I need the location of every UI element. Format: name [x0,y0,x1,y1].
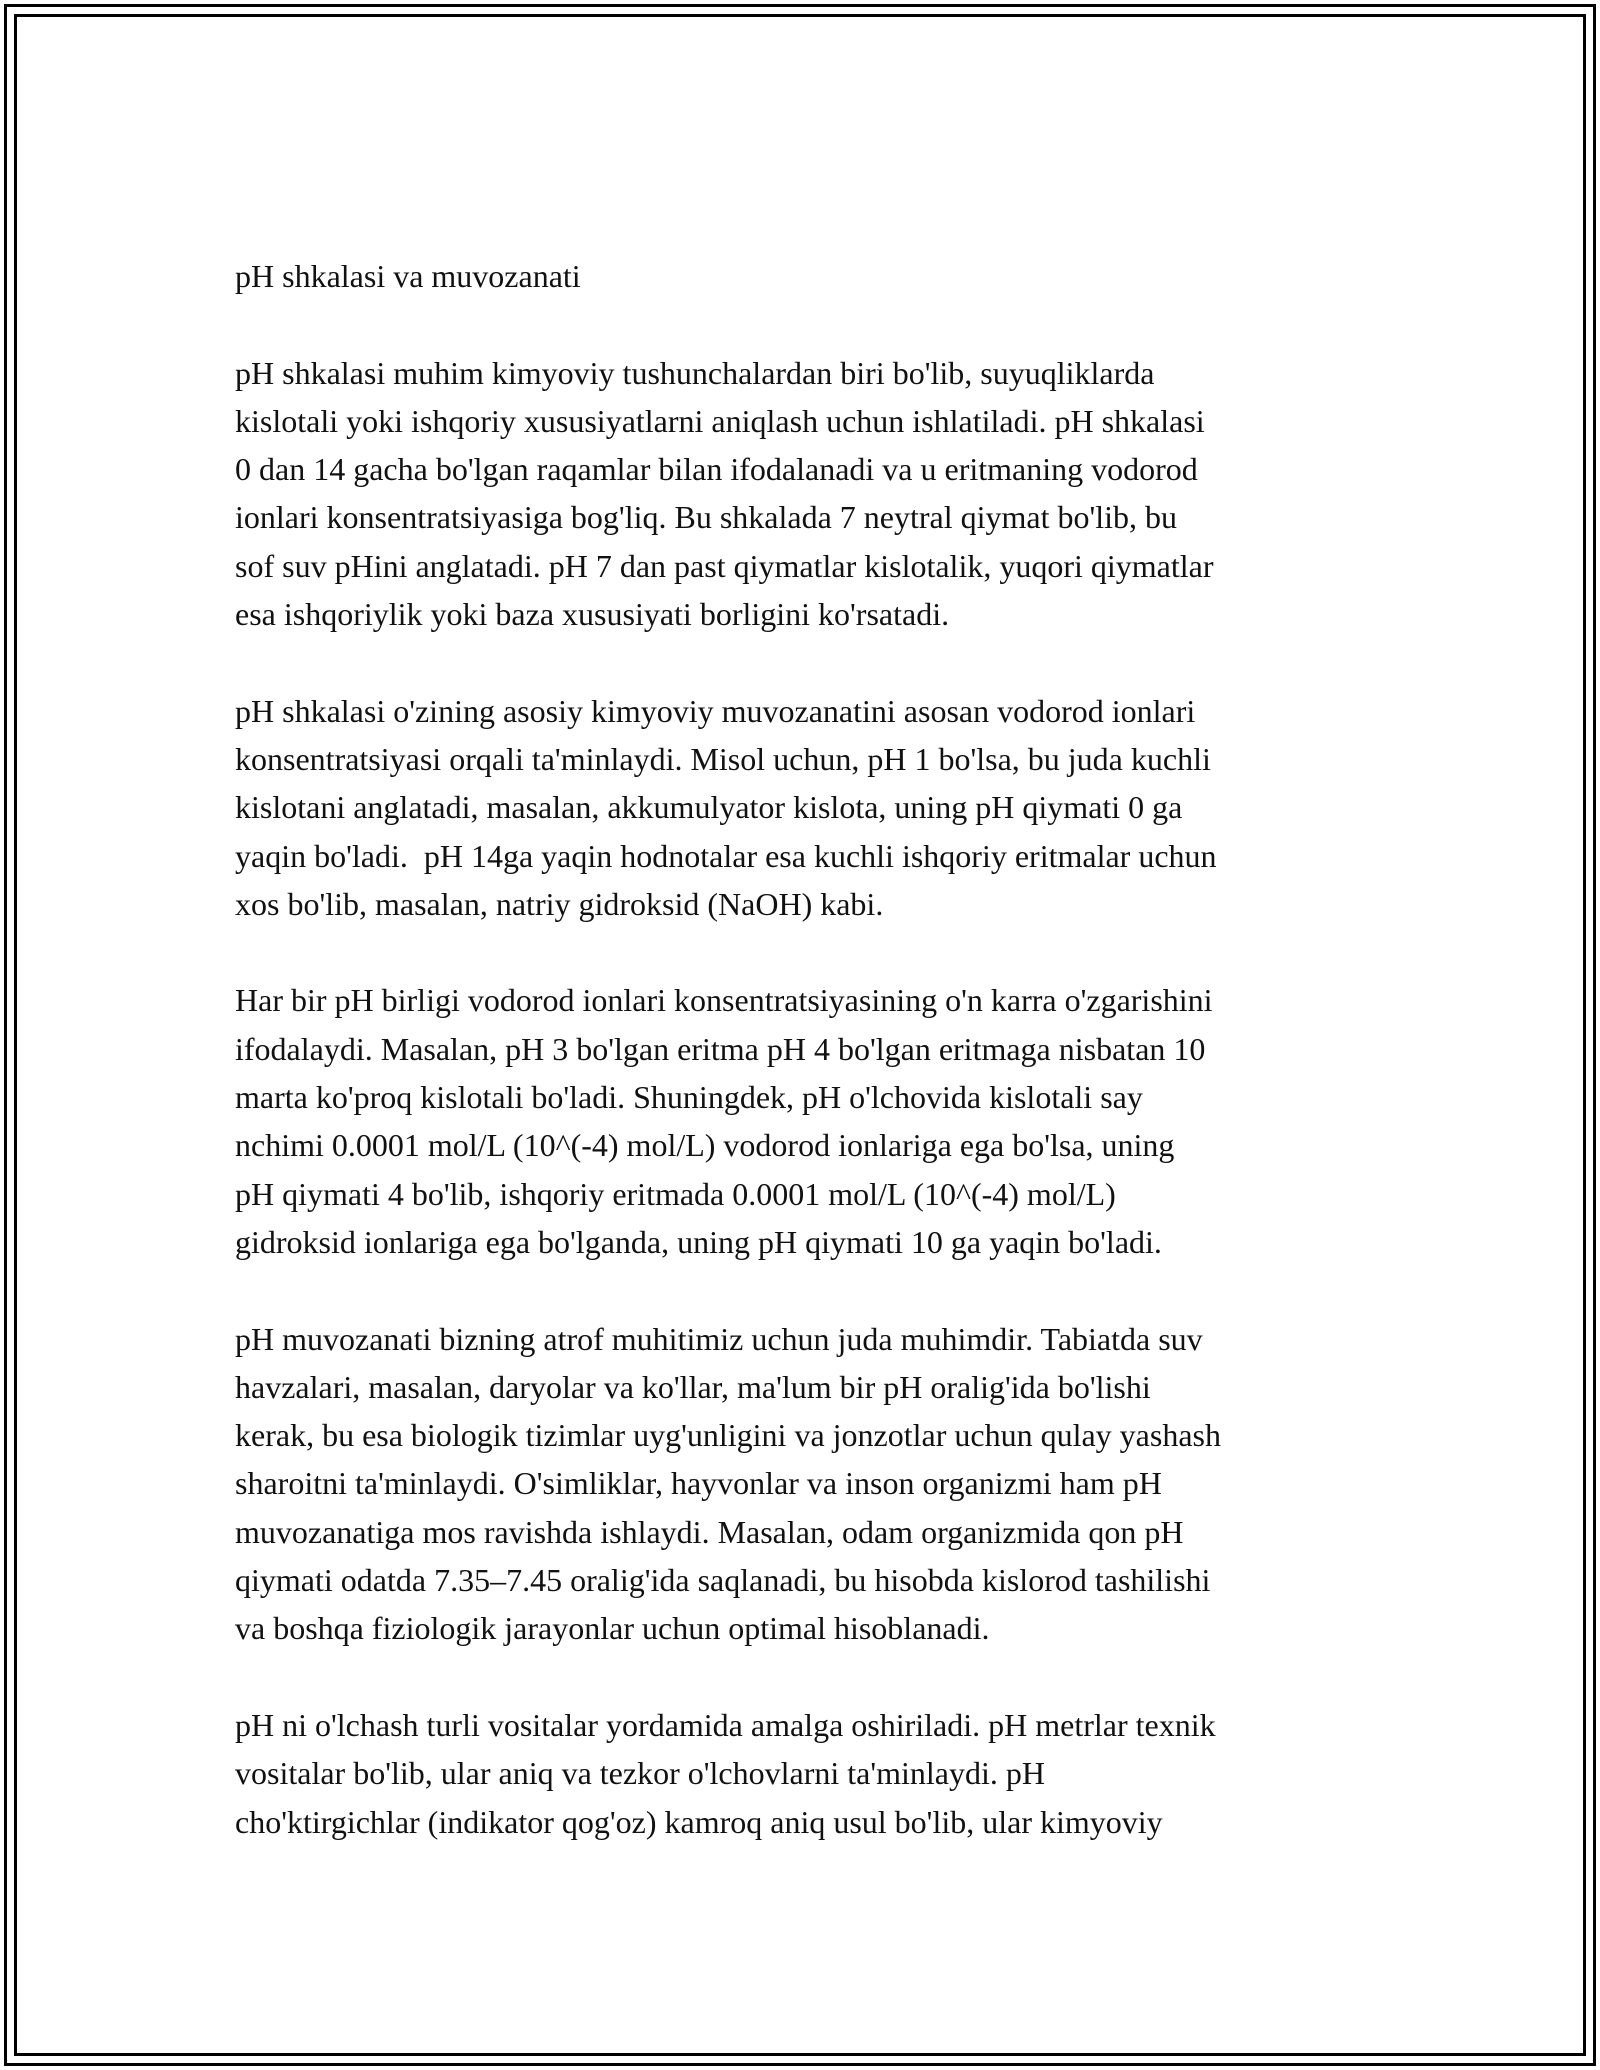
text-line: 0 dan 14 gacha bo'lgan raqamlar bilan ifodalanadi va u eritmaning vodorod [235,451,1198,488]
text-line: yaqin bo'ladi. pH 14ga yaqin hodnotalar esa kuchli ishqoriy eritmalar uchun [235,837,1217,874]
text-line: cho'ktirgichlar (indikator qog'oz) kamroq aniq usul bo'lib, ular kimyoviy [235,1803,1163,1840]
text-line: muvozanatiga mos ravishda ishlaydi. Masalan, odam organizmida qon pH [235,1513,1184,1550]
paragraph-5 [235,1701,1385,1846]
text-line: pH shkalasi o'zining asosiy kimyoviy muvozanatini asosan vodorod ionlari [235,692,1196,729]
text-line: gidroksid ionlariga ega bo'lganda, uning pH qiymati 10 ga yaqin bo'ladi. [235,1223,1162,1260]
text-line: konsentratsiyasi orqali ta'minlaydi. Misol uchun, pH 1 bo'lsa, bu juda kuchli [235,740,1211,777]
text-line: nchimi 0.0001 mol/L (10^(-4) mol/L) vodorod ionlariga ega bo'lsa, uning [235,1127,1175,1164]
paragraph-1 [235,349,1385,639]
text-line: sharoitni ta'minlaydi. O'simliklar, hayvonlar va inson organizmi ham pH [235,1465,1162,1502]
document-title: pH shkalasi va muvozanati [235,258,581,294]
text-line: pH muvozanati bizning atrof muhitimiz uchun juda muhimdir. Tabiatda suv [235,1320,1203,1357]
paragraph-4 [235,1315,1385,1653]
text-line: vositalar bo'lib, ular aniq va tezkor o'lchovlarni ta'minlaydi. pH [235,1755,1045,1792]
text-line: ionlari konsentratsiyasiga bog'liq. Bu shkalada 7 neytral qiymat bo'lib, bu [235,499,1178,536]
text-line: pH qiymati 4 bo'lib, ishqoriy eritmada 0.0001 mol/L (10^(-4) mol/L) [235,1175,1116,1212]
text-line: havzalari, masalan, daryolar va ko'llar, ma'lum bir pH oralig'ida bo'lishi [235,1368,1151,1405]
text-line: Har bir pH birligi vodorod ionlari konsentratsiyasining o'n karra o'zgarishini [235,982,1213,1019]
text-line: ifodalaydi. Masalan, pH 3 bo'lgan eritma pH 4 bo'lgan eritmaga nisbatan 10 [235,1030,1206,1067]
paragraph-3 [235,976,1385,1266]
text-line: pH ni o'lchash turli vositalar yordamida amalga oshiriladi. pH metrlar texnik [235,1706,1216,1743]
document-body [235,252,1385,1894]
text-line: kerak, bu esa biologik tizimlar uyg'unligini va jonzotlar uchun qulay yashash [235,1417,1221,1454]
paragraph-2 [235,687,1385,928]
text-line: esa ishqoriylik yoki baza xususiyati borligini ko'rsatadi. [235,596,950,633]
text-line: kislotali yoki ishqoriy xususiyatlarni aniqlash uchun ishlatiladi. pH shkalasi [235,402,1205,439]
text-line: pH shkalasi muhim kimyoviy tushunchalardan biri bo'lib, suyuqliklarda [235,354,1155,391]
text-line: qiymati odatda 7.35–7.45 oralig'ida saqlanadi, bu hisobda kislorod tashilishi [235,1562,1211,1599]
text-line: va boshqa fiziologik jarayonlar uchun optimal hisoblanadi. [235,1610,990,1647]
text-line: sof suv pHini anglatadi. pH 7 dan past qiymatlar kislotalik, yuqori qiymatlar [235,547,1214,584]
text-line: xos bo'lib, masalan, natriy gidroksid (NaOH) kabi. [235,885,884,922]
text-line: kislotani anglatadi, masalan, akkumulyator kislota, uning pH qiymati 0 ga [235,789,1183,826]
text-line: marta ko'proq kislotali bo'ladi. Shuningdek, pH o'lchovida kislotali say [235,1079,1143,1116]
